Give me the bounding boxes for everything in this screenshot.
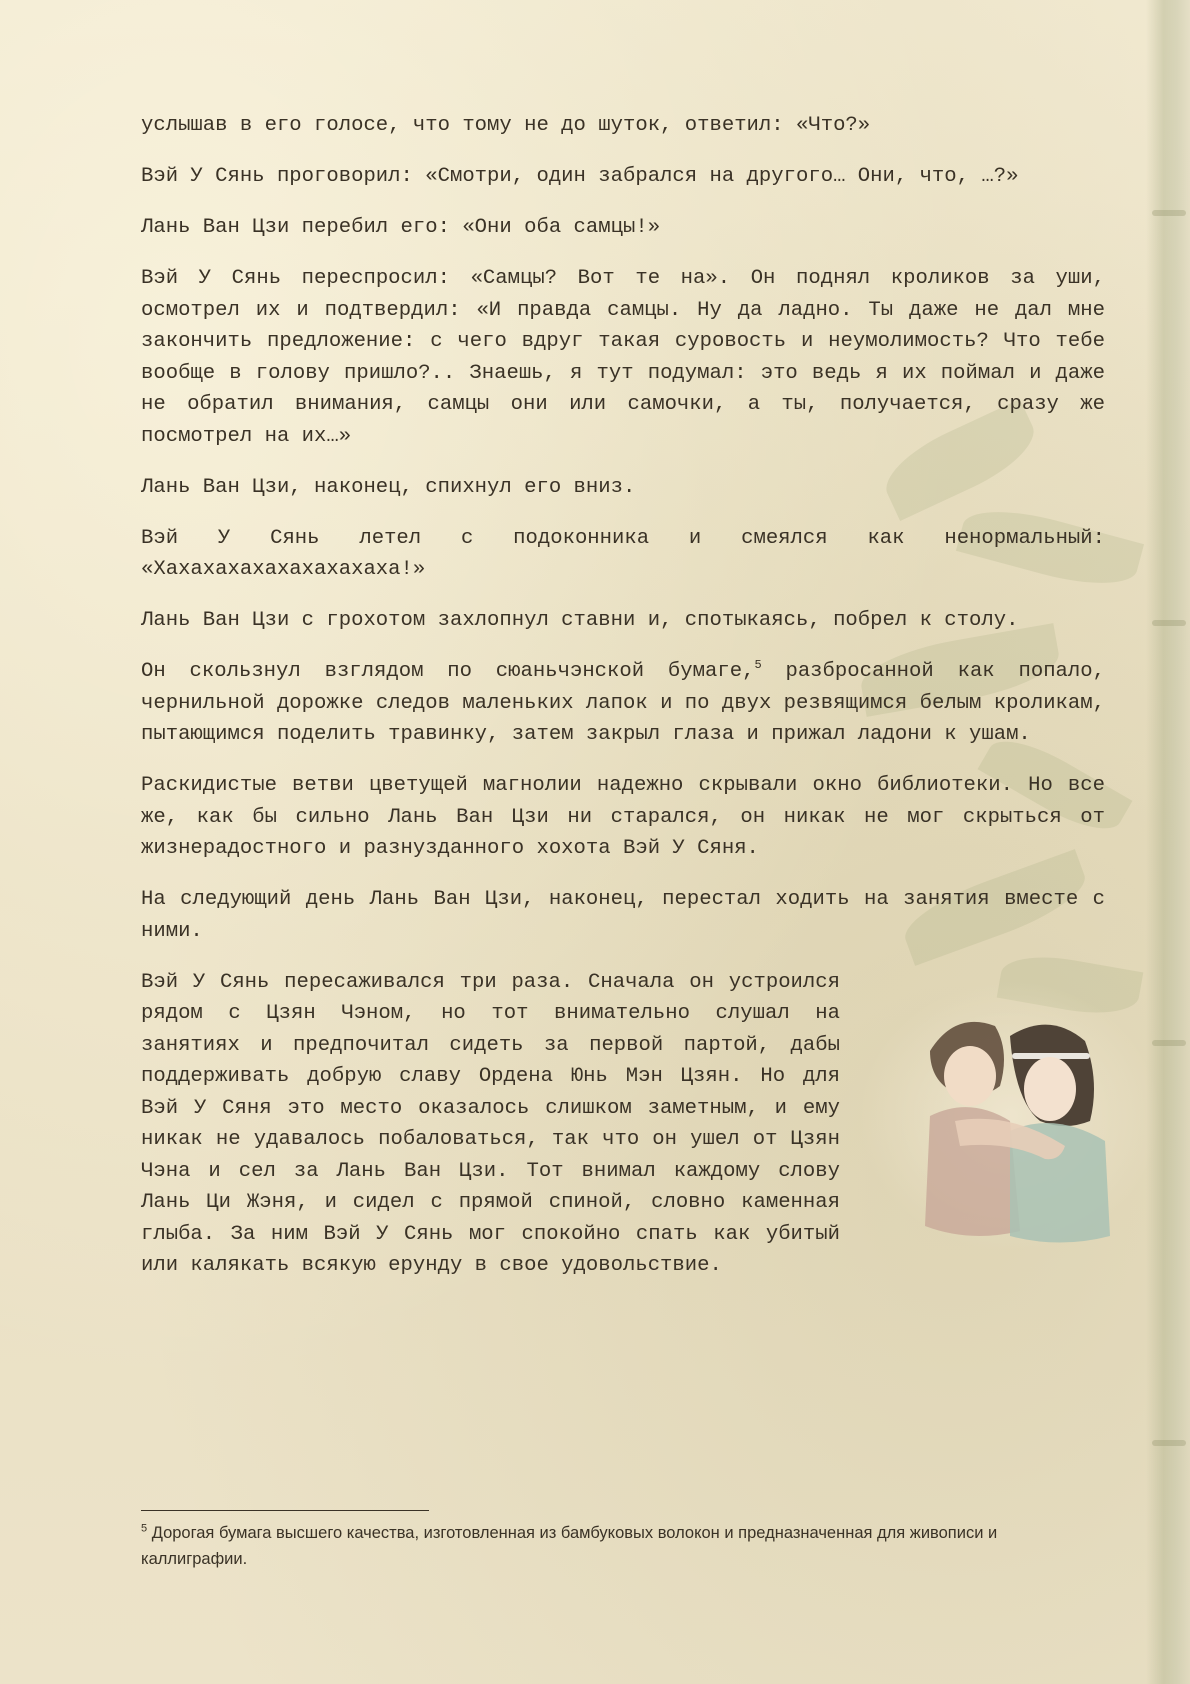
- paragraph-text: разбросанной как попало, чернильной дорожке следов маленьких лапок и по двух резвящимся белым кроликам, пытающимся поделить травинку, затем закрыл глаза и прижал ладони к ушам.: [141, 660, 1105, 746]
- bamboo-node: [1152, 1440, 1186, 1446]
- footnote-divider: [141, 1510, 429, 1511]
- footnote-reference[interactable]: 5: [754, 658, 762, 673]
- bamboo-node: [1152, 210, 1186, 216]
- footnote-text: Дорогая бумага высшего качества, изготовленная из бамбуковых волокон и предназначенная для живописи и каллиграфии.: [141, 1524, 998, 1568]
- paragraph-text: Он скользнул взглядом по сюаньчэнской бумаге,: [141, 660, 755, 683]
- paragraph: Лань Ван Цзи, наконец, спихнул его вниз.: [141, 475, 636, 499]
- paragraph: Вэй У Сянь проговорил: «Смотри, один забрался на другого… Они, что, …?»: [141, 165, 1019, 188]
- paragraph: На следующий день Лань Ван Цзи, наконец, перестал ходить на занятия вместе с ними.: [141, 888, 1105, 943]
- paragraph: Вэй У Сянь переспросил: «Самцы? Вот те на». Он поднял кроликов за уши, осмотрел их и подтвердил: «И правда самцы. Ну да ладно. Ты даже не дал мне закончить предложение: с чего вдруг такая суровость и неумолимость? Что тебе вообще в голову пришло?.. Знаешь, я тут подумал: это ведь я их поймал и даже не обратил внимания, самцы они или самочки, а ты, получается, сразу же посмотрел на их…»: [141, 267, 1105, 448]
- bamboo-stalk-decoration: [1146, 0, 1190, 1684]
- paragraph: Лань Ван Цзи с грохотом захлопнул ставни и, спотыкаясь, побрел к столу.: [141, 609, 1019, 632]
- two-figures-embrace-illustration: [860, 981, 1160, 1251]
- paragraph-with-illustration: [141, 967, 1105, 1282]
- illustration-figure: [860, 981, 1160, 1251]
- document-body: [141, 110, 1105, 1282]
- paragraph: Раскидистые ветви цветущей магнолии надежно скрывали окно библиотеки. Но все же, как бы сильно Лань Ван Цзи ни старался, он никак не мог скрыться от жизнерадостного и разнузданного хохота Вэй У Сяня.: [141, 774, 1105, 860]
- paragraph-text: Вэй У Сянь пересаживался три раза. Сначала он устроился рядом с Цзян Чэном, но тот внимательно слушал на занятиях и предпочитал сидеть за первой партой, дабы поддерживать добрую славу Ордена Юнь Мэн Цзян. Но для Вэй У Сяня это место оказалось слишком заметным, и ему никак не удавалось побаловаться, так что он ушел от Цзян Чэна и сел за Лань Ван Цзи. Тот внимал каждому слову Лань Ци Жэня, и сидел с прямой спиной, словно каменная глыба. За ним Вэй У Сянь мог спокойно спать как убитый или калякать всякую ерунду в свое удовольствие.: [141, 970, 840, 1277]
- footnote-number: 5: [141, 1522, 148, 1535]
- bamboo-node: [1152, 620, 1186, 626]
- paragraph: услышав в его голосе, что тому не до шуток, ответил: «Что?»: [141, 114, 871, 137]
- paragraph: Вэй У Сянь летел с подоконника и смеялся как ненормальный: «Хахахахахахахахахаха!»: [141, 526, 1105, 581]
- paragraph-with-footnote: [141, 656, 1105, 751]
- footnote: [141, 1520, 1105, 1572]
- paragraph: Лань Ван Цзи перебил его: «Они оба самцы!»: [141, 216, 661, 239]
